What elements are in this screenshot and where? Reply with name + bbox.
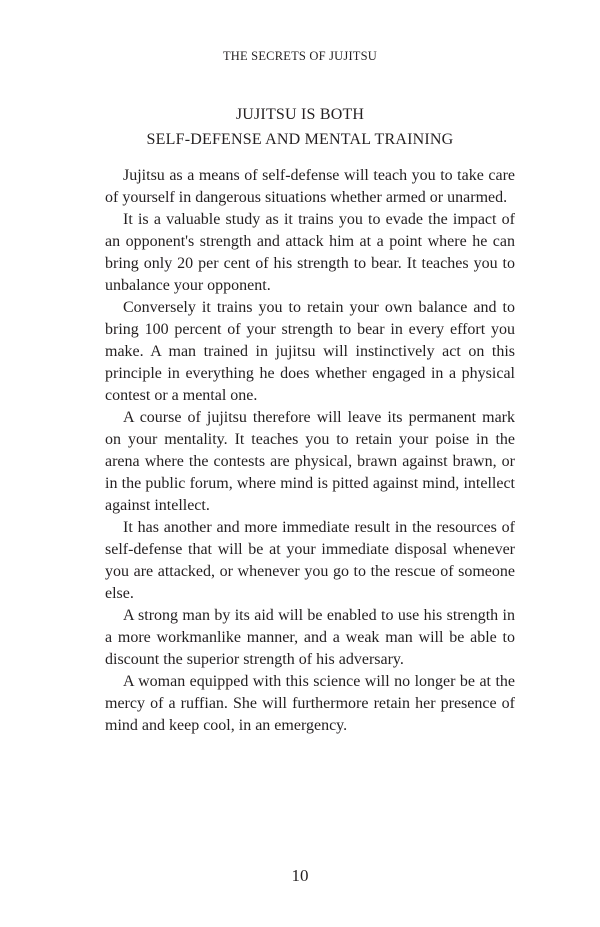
paragraph: It is a valuable study as it trains you to evade the impact of an opponent's strength and attack him at a point where he can bring only 20 per cent of his strength to bear. It teaches you to unbalance your opponent. xyxy=(105,211,515,294)
chapter-title-line-1: JUJITSU IS BOTH xyxy=(235,106,365,123)
paragraph: A strong man by its aid will be enabled to use his strength in a more workmanlike manner, and a weak man will be able to discount the superior strength of his adversary. xyxy=(105,607,515,668)
paragraph: Conversely it trains you to retain your own balance and to bring 100 percent of your strength to bear in every effort you make. A man trained in jujitsu will instinctively act on this principle in everything he does whether engaged in a physical contest or a mental one. xyxy=(105,299,515,404)
running-header: THE SECRETS OF JUJITSU xyxy=(222,49,378,63)
chapter-title-line-2: SELF-DEFENSE AND MENTAL TRAINING xyxy=(146,131,454,148)
paragraph: A course of jujitsu therefore will leave its permanent mark on your mentality. It teaches you to retain your poise in the arena where the contests are physical, brawn against brawn, or in the public forum, where mind is pitted against mind, intellect against intellect. xyxy=(105,409,515,514)
body-text xyxy=(105,165,515,737)
paragraph: It has another and more immediate result in the resources of self-defense that will be at your immediate disposal whenever you are attacked, or whenever you go to the rescue of someone else. xyxy=(105,519,515,602)
chapter-title xyxy=(0,102,600,152)
paragraph: A woman equipped with this science will no longer be at the mercy of a ruffian. She will furthermore retain her presence of mind and keep cool, in an emergency. xyxy=(105,673,515,734)
paragraph: Jujitsu as a means of self-defense will teach you to take care of yourself in dangerous situations whether armed or unarmed. xyxy=(105,167,515,206)
page-number: 10 xyxy=(291,866,309,885)
